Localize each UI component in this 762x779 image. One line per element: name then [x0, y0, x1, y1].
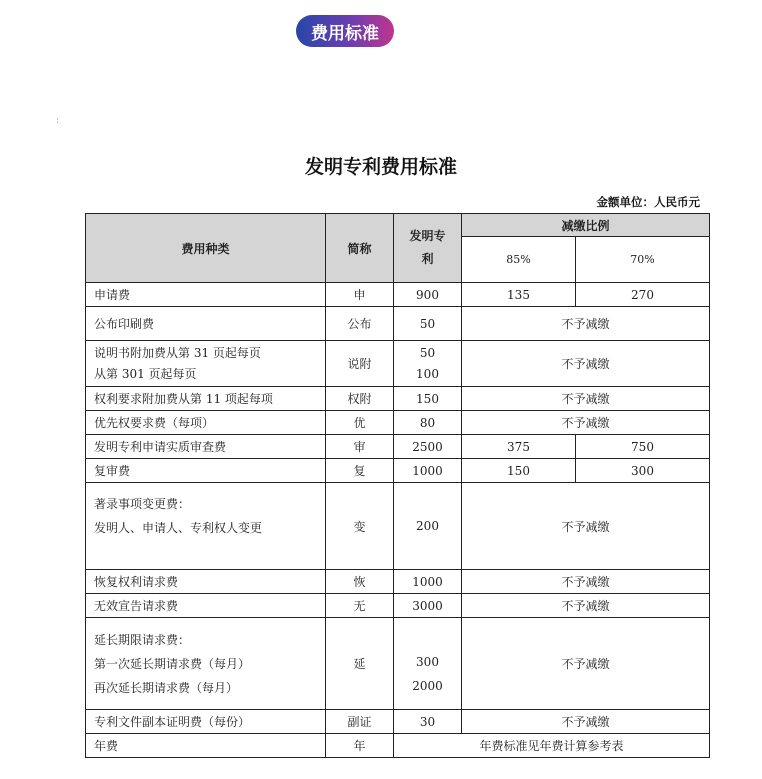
fee-abbr: 申	[326, 283, 394, 307]
reduction-note: 不予减缴	[462, 570, 710, 594]
fee-amount	[394, 618, 462, 710]
reduction-note: 不予减缴	[462, 594, 710, 618]
fee-name-line: 说明书附加费从第 31 页起每页	[94, 345, 261, 360]
table-row	[86, 387, 710, 411]
table-row	[86, 594, 710, 618]
fee-abbr: 权附	[326, 387, 394, 411]
fee-abbr: 延	[326, 618, 394, 710]
reduction-note: 不予减缴	[462, 710, 710, 734]
fee-amount	[394, 341, 462, 387]
fee-name	[86, 483, 326, 570]
fee-name: 公布印刷费	[86, 307, 326, 341]
table-row	[86, 435, 710, 459]
fee-name	[86, 618, 326, 710]
fee-abbr: 变	[326, 483, 394, 570]
header-invention-patent-line1: 发明专	[409, 229, 446, 243]
header-abbreviation: 简称	[326, 214, 394, 283]
fee-abbr: 恢	[326, 570, 394, 594]
fee-name: 申请费	[86, 283, 326, 307]
table-row	[86, 734, 710, 758]
header-ratio-85: 85%	[462, 237, 576, 283]
stray-mark: :	[56, 116, 60, 126]
fee-amount-line: 100	[416, 366, 439, 381]
fee-name-line: 第一次延长期请求费（每月）	[94, 656, 251, 671]
fee-name-line: 再次延长期请求费（每月）	[94, 680, 239, 695]
reduction-note: 不予减缴	[462, 307, 710, 341]
reduction-note: 不予减缴	[462, 618, 710, 710]
table-row	[86, 618, 710, 710]
table-row	[86, 459, 710, 483]
fee-table	[85, 213, 710, 758]
header-reduction-ratio: 减缴比例	[462, 214, 710, 237]
fee-amount: 900	[394, 283, 462, 307]
fee-name-line: 从第 301 页起每页	[94, 366, 197, 381]
fee-abbr: 无	[326, 594, 394, 618]
fee-name: 优先权要求费（每项）	[86, 411, 326, 435]
reduced-fee-70: 750	[576, 435, 710, 459]
fee-name: 专利文件副本证明费（每份）	[86, 710, 326, 734]
fee-name: 复审费	[86, 459, 326, 483]
fee-abbr: 优	[326, 411, 394, 435]
fee-name: 恢复权利请求费	[86, 570, 326, 594]
reduction-note: 不予减缴	[462, 341, 710, 387]
fee-amount: 150	[394, 387, 462, 411]
fee-abbr: 副证	[326, 710, 394, 734]
header-invention-patent	[394, 214, 462, 283]
fee-name-line: 发明人、申请人、专利权人变更	[94, 521, 263, 535]
reduced-fee-70: 300	[576, 459, 710, 483]
reduction-note: 不予减缴	[462, 483, 710, 570]
fee-amount: 1000	[394, 570, 462, 594]
fee-amount: 50	[394, 307, 462, 341]
fee-name: 无效宣告请求费	[86, 594, 326, 618]
reduction-note: 不予减缴	[462, 387, 710, 411]
fee-name	[86, 341, 326, 387]
fee-abbr: 复	[326, 459, 394, 483]
table-row	[86, 483, 710, 570]
fee-amount: 80	[394, 411, 462, 435]
reduced-fee-85: 135	[462, 283, 576, 307]
table-row	[86, 570, 710, 594]
header-invention-patent-line2: 利	[421, 252, 434, 266]
fee-amount: 30	[394, 710, 462, 734]
annual-fee-note: 年费标准见年费计算参考表	[394, 734, 710, 758]
header-ratio-70: 70%	[576, 237, 710, 283]
fee-amount: 2500	[394, 435, 462, 459]
fee-name: 年费	[86, 734, 326, 758]
fee-name: 权利要求附加费从第 11 项起每项	[86, 387, 326, 411]
table-row	[86, 411, 710, 435]
fee-name-line: 延长期限请求费：	[94, 632, 191, 647]
table-row	[86, 307, 710, 341]
fee-amount: 3000	[394, 594, 462, 618]
fee-abbr: 公布	[326, 307, 394, 341]
page-title: 发明专利费用标准	[304, 156, 457, 178]
table-row	[86, 710, 710, 734]
reduced-fee-85: 375	[462, 435, 576, 459]
fee-amount-line: 50	[419, 345, 436, 360]
reduction-note: 不予减缴	[462, 411, 710, 435]
fee-abbr: 审	[326, 435, 394, 459]
section-badge: 费用标准	[296, 15, 394, 47]
table-row	[86, 341, 710, 387]
table-row	[86, 283, 710, 307]
fee-abbr: 说附	[326, 341, 394, 387]
fee-amount: 200	[394, 483, 462, 570]
currency-unit-note: 金额单位：人民币元	[596, 195, 700, 209]
fee-amount-line: 2000	[412, 679, 443, 693]
reduced-fee-70: 270	[576, 283, 710, 307]
fee-name-line: 著录事项变更费：	[94, 497, 191, 511]
header-fee-type: 费用种类	[86, 214, 326, 283]
fee-amount-line: 300	[416, 655, 439, 669]
fee-name: 发明专利申请实质审查费	[86, 435, 326, 459]
reduced-fee-85: 150	[462, 459, 576, 483]
fee-abbr: 年	[326, 734, 394, 758]
fee-amount: 1000	[394, 459, 462, 483]
